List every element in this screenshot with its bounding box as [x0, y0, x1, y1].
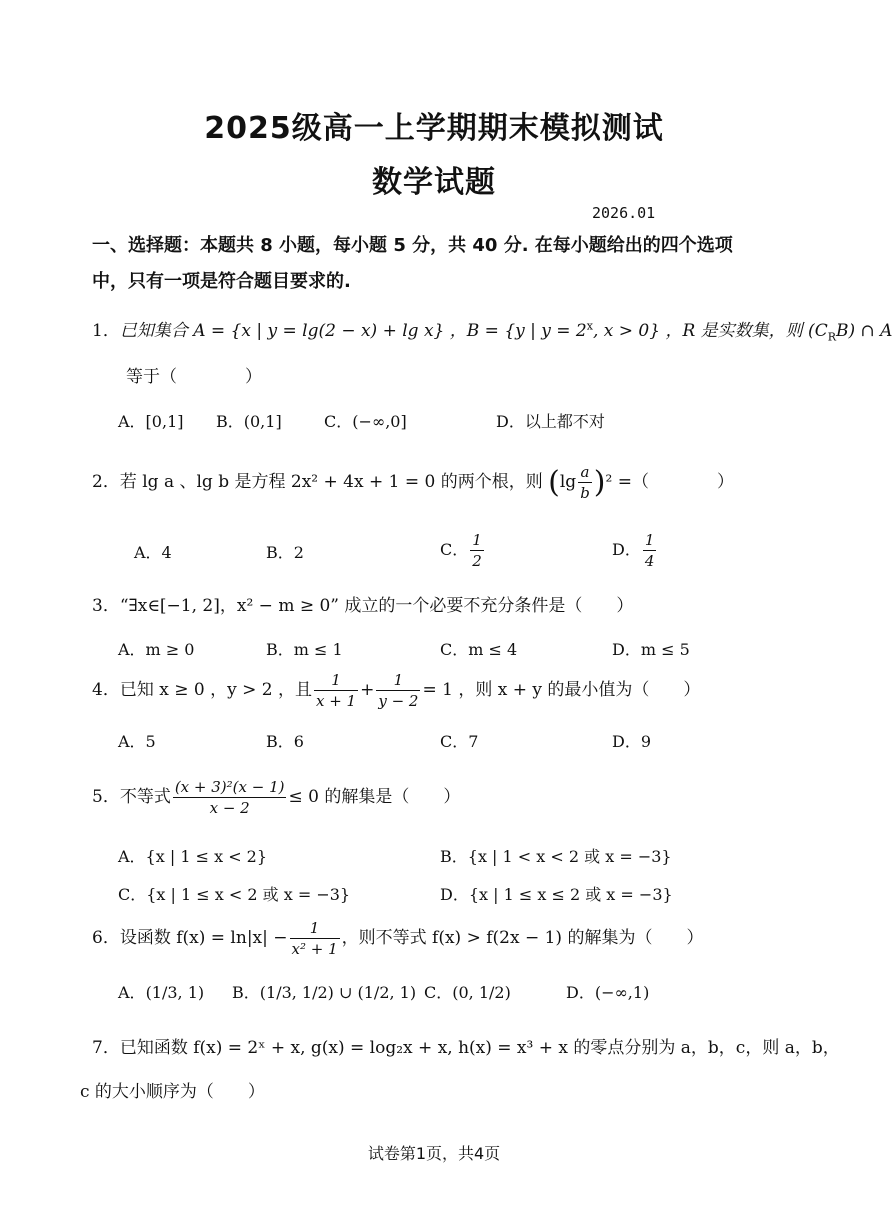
option-label: B． [232, 983, 260, 1002]
fraction-numerator: 1 [290, 918, 340, 939]
fraction-numerator: 1 [376, 670, 420, 691]
question-text: ² =（ ） [605, 472, 734, 492]
fraction [643, 530, 657, 571]
lg-label: lg [559, 472, 577, 492]
fraction-a-over-b [578, 462, 592, 503]
question-text: ，则不等式 f(x) > f(2x − 1) 的解集为（ ） [341, 928, 704, 948]
fraction-numerator: (x + 3)²(x − 1) [174, 778, 285, 796]
q5-option-a: A．{x | 1 ≤ x < 2} [118, 847, 268, 866]
q2-option-d [612, 530, 658, 571]
question-7-continuation: c 的大小顺序为（ ） [80, 1082, 265, 1102]
q3-option-a: A．m ≥ 0 [118, 640, 195, 659]
q6-option-c [424, 980, 511, 1003]
left-paren: ( [548, 465, 560, 500]
q4-option-b: B．6 [266, 732, 304, 751]
q3-option-b: B．m ≤ 1 [266, 640, 343, 659]
option-label: A． [118, 983, 146, 1002]
right-paren: ) [593, 465, 606, 500]
fraction [290, 918, 340, 959]
fraction-denominator: b [580, 484, 590, 502]
q1-option-d: D．以上都不对 [496, 412, 605, 431]
fraction [173, 777, 287, 818]
question-number: 6． [92, 928, 120, 948]
q5-option-b: B．{x | 1 < x < 2 或 x = −3} [440, 847, 672, 866]
question-text: 已知 x ≥ 0 ，y > 2 ，且 [119, 680, 312, 700]
question-text: B) ∩ A [836, 321, 892, 341]
fraction-numerator: a [578, 462, 592, 483]
question-number: 2． [92, 472, 120, 492]
fraction-numerator: 1 [472, 531, 482, 549]
question-6 [92, 918, 703, 959]
q3-option-d: D．m ≤ 5 [612, 640, 690, 659]
fraction [314, 670, 358, 711]
q2-option-c [440, 530, 486, 571]
question-2 [92, 462, 734, 503]
question-number: 1． [92, 321, 120, 341]
q6-option-b [232, 980, 416, 1003]
question-text: 已知函数 f(x) = 2ˣ + x, g(x) = log₂x + x, h(x) = x³ + x 的零点分别为 a，b，c，则 a，b， [119, 1038, 840, 1058]
q5-option-c: C．{x | 1 ≤ x < 2 或 x = −3} [118, 885, 351, 904]
question-text: ≤ 0 的解集是（ ） [288, 787, 461, 807]
exam-title: 2025级高一上学期期末模拟测试 [204, 111, 664, 146]
superscript: x [586, 319, 593, 333]
q5-option-d: D．{x | 1 ≤ x ≤ 2 或 x = −3} [440, 885, 673, 904]
question-4 [92, 670, 700, 711]
option-value: (0, 1/2) [452, 983, 511, 1002]
q2-option-a: A．4 [134, 543, 172, 562]
q4-option-c: C．7 [440, 732, 479, 751]
fraction-denominator: x + 1 [315, 692, 357, 710]
question-number: 3． [92, 596, 120, 616]
fraction [470, 530, 484, 571]
option-value: (1/3, 1) [145, 983, 205, 1002]
question-number: 7． [92, 1038, 120, 1058]
fraction-denominator: 2 [472, 552, 482, 570]
fraction-denominator: x − 2 [209, 799, 250, 817]
question-text: 已知集合 A = {x | y = lg(2 − x) + lg x} ，B = {y | y = 2 [119, 321, 587, 341]
question-text: , x > 0} ，R 是实数集，则 (C [592, 321, 828, 341]
fraction-denominator: 4 [644, 552, 655, 570]
question-3 [92, 591, 633, 616]
question-7 [92, 1033, 840, 1058]
section-heading-line1: 一、选择题：本题共 8 小题，每小题 5 分，共 40 分. 在每小题给出的四个选项 [92, 235, 733, 256]
question-number: 5． [92, 787, 120, 807]
subscript: R [827, 330, 836, 344]
question-text: 不等式 [119, 787, 171, 807]
question-text: “∃x∈[−1, 2]，x² − m ≥ 0” 成立的一个必要不充分条件是（ ） [119, 596, 634, 616]
question-5 [92, 777, 460, 818]
section-heading-line2: 中，只有一项是符合题目要求的. [92, 271, 351, 292]
exam-date: 2026.01 [592, 204, 656, 222]
fraction-numerator: 1 [314, 670, 358, 691]
fraction-denominator: x² + 1 [291, 940, 338, 958]
fraction-denominator: y − 2 [378, 692, 419, 710]
option-value: (1/3, 1/2) ∪ (1/2, 1) [259, 983, 417, 1002]
q4-option-d: D．9 [612, 732, 652, 751]
question-number: 4． [92, 680, 120, 700]
plus-sign: + [360, 680, 375, 700]
exam-subtitle: 数学试题 [372, 165, 496, 200]
q6-option-a [118, 980, 204, 1003]
question-text: = 1 ，则 x + y 的最小值为（ ） [422, 680, 701, 700]
option-label: C． [424, 983, 453, 1002]
q6-option-d: D．(−∞,1) [566, 983, 650, 1002]
q4-option-a: A．5 [118, 732, 156, 751]
fraction [376, 670, 420, 711]
question-1 [92, 316, 892, 343]
q1-option-c: C．(−∞,0] [324, 412, 407, 431]
option-label: D． [612, 540, 641, 559]
q3-option-c: C．m ≤ 4 [440, 640, 518, 659]
q1-option-b: B．(0,1] [216, 412, 282, 431]
q1-option-a: A．[0,1] [118, 412, 184, 431]
question-text: 设函数 f(x) = ln|x| − [119, 928, 288, 948]
question-1-continuation: 等于（ ） [126, 367, 262, 387]
page-footer: 试卷第1页，共4页 [367, 1144, 501, 1163]
option-label: C． [440, 540, 469, 559]
q2-option-b: B．2 [266, 543, 304, 562]
question-text: 若 lg a 、lg b 是方程 2x² + 4x + 1 = 0 的两个根，则 [119, 472, 543, 492]
fraction-numerator: 1 [644, 531, 655, 549]
